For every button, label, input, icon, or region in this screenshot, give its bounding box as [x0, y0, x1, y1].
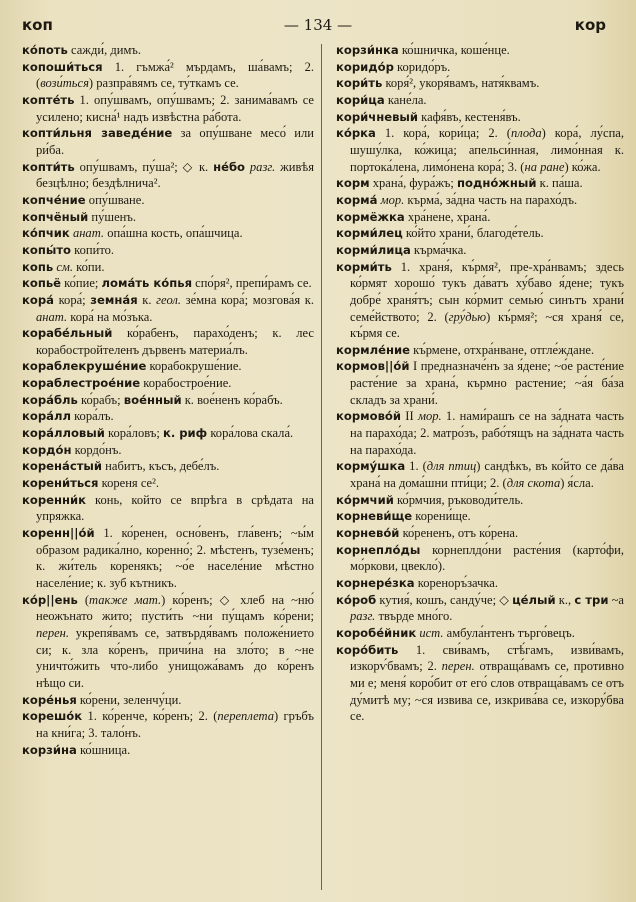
entry-headword: кора́лловый	[22, 426, 105, 441]
entry-headword: корнеpе́зка	[336, 576, 415, 590]
entry-label: переплета	[217, 709, 275, 724]
dictionary-entry	[328, 592, 624, 625]
dictionary-entry	[328, 642, 624, 725]
entry-headword: кораблестрое́ние	[22, 376, 141, 391]
entry-text: 1. ко́ренен, осно́венъ, гла́венъ; ~ы́м образом радика́лно, коренно́; 2. мѣстенъ, тузе́менъ; к. жи́тель коренякъ; ~о́е населе́ние мѣстно населе́ние; к. зуб кътникъ.	[36, 526, 314, 590]
dictionary-entry	[14, 325, 314, 358]
entry-text: ) сандѣкъ, въ ко́йто се да́ва храна́ на дома́шни пти́ци; 2. (	[350, 459, 624, 491]
entry-text: ~а	[608, 592, 624, 607]
entry-headword: кора́лл	[22, 409, 71, 424]
entry-text: ко́шница.	[76, 742, 131, 757]
entry-text: к.,	[555, 592, 575, 607]
entry-text: ) ко́ренъ; ◇ хлеб на ~ню́ неожънато жито; пусти́ть ~ни пу́щамъ ко́рени;	[36, 592, 315, 624]
left-column	[14, 42, 314, 758]
entry-headword: копче́ние	[22, 192, 86, 207]
dictionary-entry	[328, 408, 624, 458]
entry-headword: копы́то	[22, 242, 72, 257]
entry-text: коридо́ръ.	[393, 59, 451, 74]
entry-text: храна́, фура́жъ;	[369, 176, 457, 191]
dictionary-entry	[328, 175, 624, 192]
dictionary-entry	[328, 225, 624, 242]
entry-headword: корми́лица	[336, 242, 411, 257]
dictionary-entry	[14, 708, 314, 741]
entry-text: ) разпра́вямъ се, ту́ткамъ се.	[88, 76, 239, 91]
entry-headword: кормово́й	[336, 409, 401, 424]
page-header	[0, 14, 636, 38]
entry-headword: кори́чневый	[336, 109, 419, 124]
entry-label: перен.	[36, 625, 70, 640]
entry-label: на ране	[524, 159, 565, 174]
entry-headword: подно́жный	[456, 176, 537, 191]
entry-headword: ко́роб	[336, 592, 377, 607]
entry-headword: корма́	[336, 192, 378, 207]
dictionary-entry	[14, 525, 314, 592]
entry-headword: це́лый	[512, 592, 556, 607]
entry-label: для скота	[506, 476, 561, 491]
entry-headword: корми́лец	[336, 226, 403, 241]
entry-headword: копьё	[22, 276, 62, 291]
entry-text: ) гръбъ на кни́га; 3. тало́нъ.	[36, 709, 314, 740]
entry-text: кане́ла.	[384, 92, 427, 107]
entry-headword: корм	[336, 176, 370, 191]
entry-headword: коро́бить	[336, 642, 399, 657]
entry-headword: корешо́к	[22, 709, 83, 724]
dictionary-entry	[14, 475, 314, 492]
column-divider	[321, 44, 322, 890]
dictionary-entry	[328, 492, 624, 509]
entry-headword: кора́	[22, 292, 54, 307]
entry-text: ко́йто храни́, благоде́тель.	[402, 226, 544, 241]
entry-label: перен.	[441, 659, 475, 674]
entry-text: ко́рененъ, отъ ко́рена.	[399, 526, 519, 541]
entry-label: анат.	[36, 309, 68, 324]
dictionary-entry	[328, 242, 624, 259]
dictionary-entry	[14, 408, 314, 425]
dictionary-entry	[328, 542, 624, 575]
entry-text: пу́шенъ.	[88, 209, 136, 224]
entry-text: к.	[137, 292, 157, 307]
entry-headword: коробе́йник	[336, 625, 417, 640]
entry-text: за опу́шване месо́ или ри́ба.	[36, 126, 315, 157]
entry-label: ист.	[419, 625, 444, 640]
entry-label: разг.	[350, 609, 376, 624]
entry-text: укрепя́вамъ се, затвърдя́вамъ положе́нието си; к. зла ко́ренъ, причи́на на зло́то; в ~не уничто́жить что-либо унищожа́вамъ до ко́ренъ нѣщо си.	[36, 625, 314, 690]
entry-text: к. па́ша.	[536, 176, 583, 191]
dictionary-entry	[14, 159, 314, 192]
entry-headword: корена́стый	[22, 459, 103, 474]
entry-text: кореноръ́зачка.	[414, 576, 499, 590]
entry-text: корабострое́ние.	[140, 376, 232, 391]
entry-headword: вое́нный	[123, 392, 182, 407]
entry-headword: корзи́нка	[336, 43, 399, 57]
entry-text: ) къ́рмя²; ~ся храня́ се, къ́рмя се.	[350, 309, 625, 341]
entry-label: анат.	[72, 226, 105, 241]
entry-headword: копчёный	[22, 209, 89, 224]
entry-text: опу́шване.	[85, 192, 145, 207]
entry-text: къ́рмене, отхра́нване, отгле́ждане.	[409, 342, 595, 357]
entry-text: амбула́нтенъ търго́вецъ.	[443, 625, 575, 640]
entry-headword: кормов||о́й	[336, 359, 410, 374]
entry-text: кора́лова скала́.	[207, 426, 294, 441]
entry-headword: кора́бль	[22, 392, 78, 407]
dictionary-entry	[328, 525, 624, 542]
entry-text: кореня се².	[98, 476, 160, 491]
dictionary-entry	[14, 192, 314, 209]
entry-text: ко́рабенъ, парахо́денъ; к. лес корабостройтеленъ дървенъ материа́лъ.	[36, 326, 314, 357]
entry-headword: копте́ть	[22, 92, 75, 107]
dictionary-entry	[14, 458, 314, 475]
entry-text: ко́рени, зеленчу́ци.	[76, 692, 182, 707]
entry-text: кора́ на мо́зъка.	[67, 309, 153, 324]
entry-headword: кори́ца	[336, 92, 385, 107]
entry-headword: кормёжка	[336, 209, 405, 224]
entry-text: 1. храня́, къ́рмя², пре-хра́нвамъ; здесь ко́рмят хорошо́ тукъ да́ватъ ху́баво я́дене; тукъ добре́ храня́тъ; сын ко́рмит семью́ синътъ храни́ семе́йството; 2. (	[350, 259, 624, 324]
entry-label: гру́дью	[448, 309, 487, 324]
dictionary-entry	[14, 42, 314, 59]
entry-text: опа́шна кость, опа́шчица.	[104, 226, 243, 241]
dictionary-entry	[328, 575, 624, 592]
entry-text: корени́ще.	[412, 509, 471, 524]
entry-text: кордо́нъ.	[71, 442, 122, 457]
entry-label: для птиц	[426, 459, 477, 474]
entry-headword: корневи́ще	[336, 509, 413, 524]
entry-headword: кори́ть	[336, 76, 383, 91]
entry-headword: копти́льня заведе́ние	[22, 126, 173, 141]
entry-text: живѣя безцѣлно; бездѣлнича².	[36, 159, 314, 191]
entry-headword: кораблекруше́ние	[22, 359, 147, 374]
dictionary-entry	[328, 125, 624, 175]
entry-headword: коридо́р	[336, 59, 394, 74]
entry-text: ) ко́жа.	[564, 159, 601, 174]
dictionary-entry	[14, 292, 314, 325]
dictionary-entry	[328, 59, 624, 76]
entry-text: ко́рабъ;	[77, 392, 124, 407]
dictionary-entry	[328, 192, 624, 209]
dictionary-entry	[14, 275, 314, 292]
entry-headword: ко́рмчий	[336, 492, 394, 507]
entry-headword: коре́нья	[22, 692, 77, 707]
entry-label: разг.	[249, 159, 276, 174]
entry-text: (	[77, 592, 90, 607]
entry-headword: копоши́ться	[22, 59, 103, 74]
entry-headword: коренн||о́й	[22, 526, 95, 541]
entry-headword: корени́ться	[22, 476, 99, 491]
dictionary-entry	[328, 75, 624, 92]
entry-label: геол.	[156, 292, 182, 307]
entry-text: 1. нами́рашъ се на за́дната часть на парахо́да; 2. матро́зъ, рабо́тящъ на за́дната часть на парахо́да.	[350, 409, 624, 457]
dictionary-entry	[14, 259, 314, 276]
entry-text: 1. гъмжа́² мърдамъ, ша́вамъ; 2. (	[36, 59, 314, 91]
entry-text: ко́пи.	[73, 259, 105, 274]
dictionary-entry	[328, 358, 624, 408]
dictionary-entry	[14, 425, 314, 442]
entry-headword: ко́р||ень	[22, 592, 78, 607]
entry-headword: корми́ть	[336, 259, 392, 274]
dictionary-entry	[328, 42, 624, 59]
entry-headword: ко́поть	[22, 43, 68, 57]
dictionary-entry	[328, 109, 624, 126]
entry-text: 1. (	[405, 459, 427, 474]
entry-text: твърде мно́го.	[375, 609, 453, 624]
entry-text: 1. опу́швамъ, опу́швамъ; 2. занима́вамъ се усилено; кисна́¹ надъ извѣстна ра́бота.	[36, 92, 314, 124]
dictionary-entry	[14, 242, 314, 259]
entry-label: мор.	[380, 192, 405, 207]
entry-headword: земна́я	[90, 292, 138, 307]
entry-text: ко́рмчия, ръководи́тель.	[393, 492, 524, 507]
entry-headword: копь	[22, 259, 54, 274]
entry-text: спо́ря², препи́рамъ се.	[192, 276, 312, 291]
entry-label: плода	[510, 126, 542, 141]
dictionary-entry	[14, 392, 314, 409]
entry-text: опу́швамъ, пу́ша²; ◇ к.	[74, 159, 214, 174]
dictionary-entry	[328, 508, 624, 525]
entry-text: корабокруше́ние.	[146, 359, 242, 374]
entry-text: зе́мна кора́; мозгова́я к.	[181, 292, 314, 307]
entry-text: хра́нене, храна́.	[404, 209, 491, 224]
dictionary-entry	[14, 225, 314, 242]
entry-text: корнеплдо́ни расте́ния (карто́фи, мо́ркови, цвекло́).	[350, 542, 624, 574]
entry-headword: корнево́й	[336, 526, 400, 541]
entry-text: кора́;	[53, 292, 91, 307]
header-left-guide-word: коп	[22, 16, 53, 34]
entry-headword: ко́пчик	[22, 226, 70, 241]
dictionary-entry	[14, 92, 314, 125]
dictionary-entry	[14, 492, 314, 525]
entry-text: отвраща́вамъ се, противно ми е; меня́ коро́бит от его́ слов отвраща́вамъ се отъ ду́митѣ му; ~ся извива се, изкрива́ва се, изкору́бва се.	[350, 659, 625, 724]
dictionary-entry	[14, 59, 314, 92]
entry-headword: коренни́к	[22, 492, 87, 507]
entry-headword: с три	[574, 592, 609, 607]
entry-text: кърма́, за́дна часть на парахо́дъ.	[404, 192, 578, 207]
dictionary-entry	[328, 342, 624, 359]
entry-text: копи́то.	[71, 242, 115, 257]
entry-headword: корнепло́ды	[336, 542, 421, 557]
entry-text: кора́ловъ;	[104, 426, 163, 441]
entry-label: см.	[56, 259, 74, 274]
entry-label: также мат.	[89, 592, 162, 607]
entry-text: коря́², укоря́вамъ, натя́квамъ.	[382, 76, 540, 91]
entry-text: 1. сви́вамъ, стѣ́гамъ, изви́вамъ, изкорѵ́бвамъ; 2.	[350, 642, 624, 674]
entry-text: I предназначе́нъ за я́дене; ~о́е расте́ние расте́ние за храна́, кърмно растение; ~а́я ба́за складъ за храни́.	[350, 359, 624, 407]
dictionary-entry	[14, 592, 314, 692]
entry-text: ) я́сла.	[560, 476, 594, 491]
dictionary-entry	[328, 625, 624, 642]
page-number: — 134 —	[283, 16, 353, 34]
entry-text: ко́пие;	[61, 276, 102, 291]
dictionary-entry	[328, 458, 624, 491]
dictionary-entry	[14, 375, 314, 392]
entry-text: кора́лъ.	[70, 409, 114, 424]
entry-headword: лома́ть ко́пья	[101, 276, 193, 291]
entry-headword: корму́шка	[336, 459, 406, 474]
entry-text: сажди́, димъ.	[67, 43, 142, 57]
entry-text: кърма́чка.	[410, 242, 467, 257]
dictionary-entry	[328, 259, 624, 342]
entry-text: набитъ, късъ, дебе́лъ.	[102, 459, 220, 474]
dictionary-entry	[14, 692, 314, 709]
dictionary-entry	[14, 742, 314, 759]
entry-label: мор.	[417, 409, 442, 424]
entry-headword: к. риф	[162, 426, 208, 441]
entry-text: 1. ко́ренче, ко́ренъ; 2. (	[82, 709, 218, 724]
entry-text: кутия́, кошъ, санду́че; ◇	[376, 592, 513, 607]
entry-headword: корзи́на	[22, 742, 77, 757]
entry-text: ко́шничка, коше́нце.	[398, 43, 510, 57]
dictionary-entry	[328, 209, 624, 226]
entry-headword: не́бо	[213, 159, 246, 174]
entry-headword: копти́ть	[22, 159, 75, 174]
dictionary-entry	[14, 125, 314, 158]
entry-text: кафя́въ, кестеня́въ.	[418, 109, 521, 124]
entry-label: вози́ться	[40, 76, 89, 91]
dictionary-entry	[14, 442, 314, 459]
dictionary-entry	[14, 358, 314, 375]
dictionary-entry	[328, 92, 624, 109]
entry-headword: кордо́н	[22, 442, 72, 457]
entry-text: ) кора́, лу́спа, шушу́лка, ко́жица; апельси́нная, лимо́нная к. портока́лена, лимо́нена кора́; 3. (	[350, 126, 624, 174]
entry-text: конь, който се впрѣга в срѣдата на упряжка.	[36, 492, 314, 524]
dictionary-entry	[14, 209, 314, 226]
right-column	[328, 42, 624, 725]
entry-headword: ко́рка	[336, 126, 376, 141]
entry-text: II	[401, 409, 418, 424]
header-right-guide-word: кор	[574, 16, 606, 34]
entry-text: к. вое́ненъ ко́рабъ.	[181, 392, 283, 407]
entry-headword: кормле́ние	[336, 342, 410, 357]
entry-text: 1. кора́, кори́ца; 2. (	[375, 126, 511, 141]
entry-headword: корабе́льный	[22, 326, 113, 341]
